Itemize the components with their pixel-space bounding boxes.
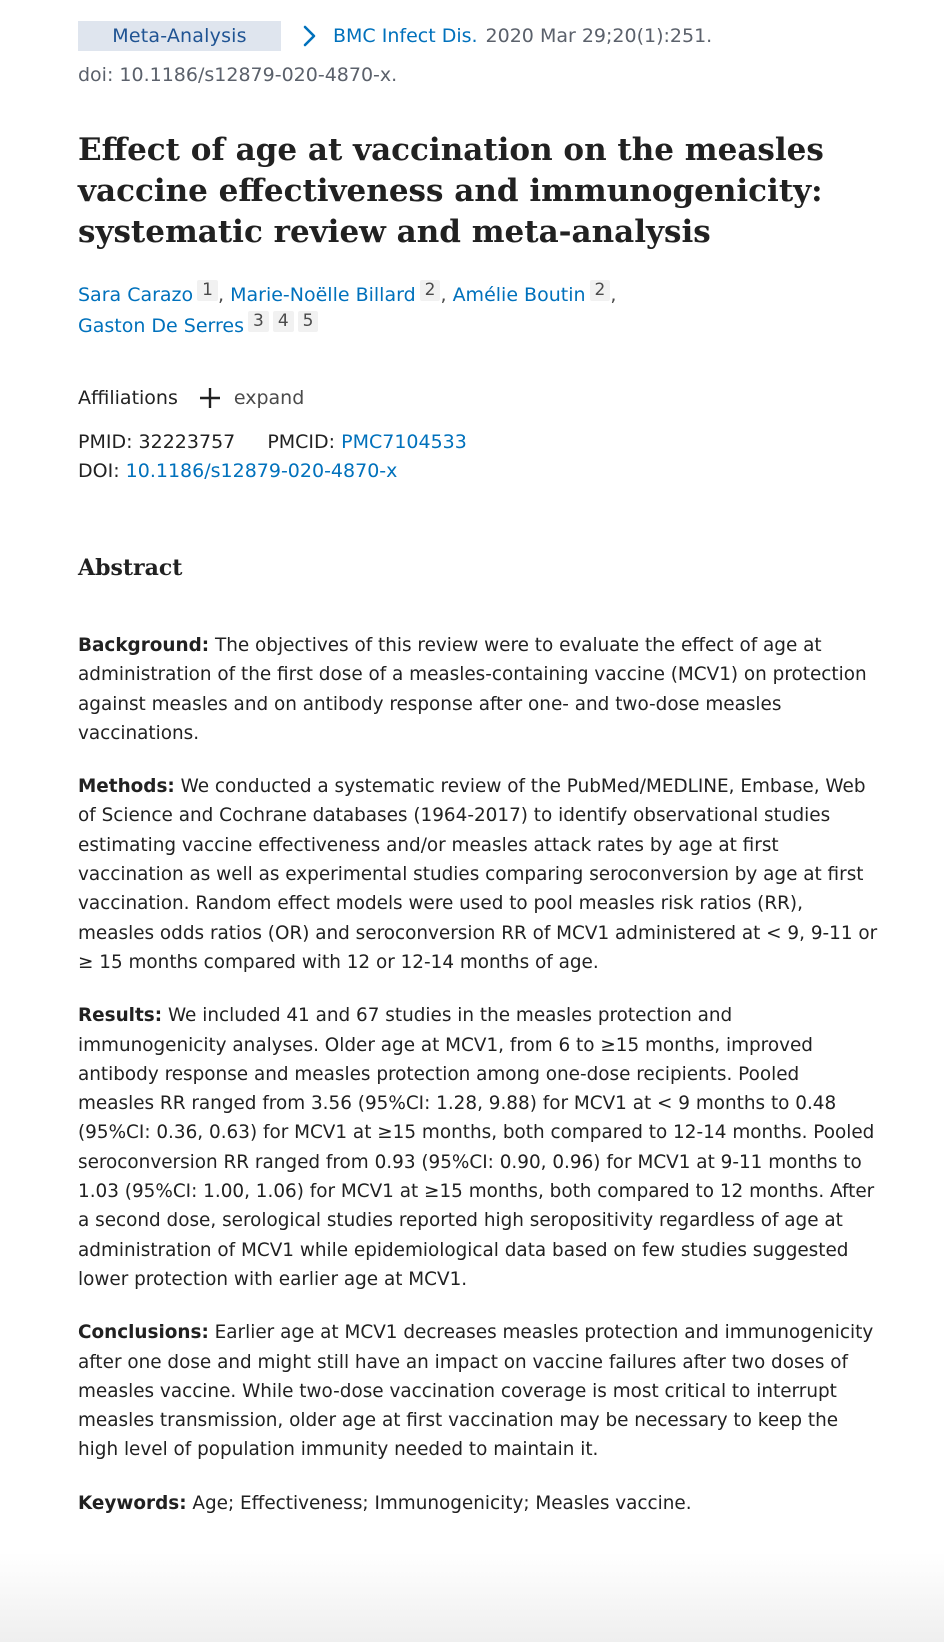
affiliations-label: Affiliations (78, 387, 178, 409)
citation-header (78, 21, 712, 51)
affiliation-ref[interactable]: 1 (197, 280, 218, 301)
section-text: We included 41 and 67 studies in the measles protection and immunogenicity analyses. Older age at MCV1, from 6 to ≥15 months, improved antibody response and measles protection among one-dose recipients. Pooled measles RR ranged from 3.56 (95%CI: 1.28, 9.88) for MCV1 at < 9 months to 0.48 (95%CI: 0.36, 0.63) for MCV1 at ≥15 months, both compared to 12-14 months. Pooled seroconversion RR ranged from 0.93 (95%CI: 0.90, 0.96) for MCV1 at 9-11 months to 1.03 (95%CI: 1.00, 1.06) for MCV1 at ≥15 months, both compared to 12 months. After a second dose, serological studies reported high seropositivity regardless of age at administration of MCV1 while epidemiological data based on few studies suggested lower protection with earlier age at MCV1. (78, 1005, 875, 1290)
abstract-background (78, 631, 878, 748)
abstract-conclusions (78, 1318, 878, 1464)
section-text: Earlier age at MCV1 decreases measles protection and immunogenicity after one dose and might still have an impact on vaccine failures after two doses of measles vaccine. While two-dose vaccination coverage is most critical to interrupt measles transmission, older age at first vaccination may be necessary to keep the high level of population immunity needed to maintain it. (78, 1322, 874, 1461)
author-list (78, 280, 878, 342)
journal-link[interactable]: BMC Infect Dis. (333, 25, 478, 47)
pmcid-label: PMCID: (267, 431, 336, 453)
section-label: Background: (78, 635, 210, 656)
author-separator: , (440, 284, 453, 306)
section-text: We conducted a systematic review of the PubMed/MEDLINE, Embase, Web of Science and Cochrane databases (1964-2017) to identify observational studies estimating vaccine effectiveness and/or measles attack rates by age at first vaccination as well as experimental studies comparing seroconversion by age at first vaccination. Random effect models were used to pool measles risk ratios (RR), measles odds ratios (OR) and seroconversion RR of MCV1 administered at < 9, 9-11 or ≥ 15 months compared with 12 or 12-14 months of age. (78, 776, 878, 973)
id-row-pmid (78, 428, 467, 457)
author-separator: , (610, 284, 617, 306)
affiliations-toggle[interactable] (78, 383, 304, 413)
section-label: Methods: (78, 776, 175, 798)
section-label: Results: (78, 1005, 163, 1027)
affiliation-ref[interactable]: 4 (273, 311, 294, 332)
plus-icon (198, 386, 222, 410)
author-link[interactable]: Amélie Boutin (452, 284, 586, 306)
chevron-right-icon (299, 24, 319, 48)
affiliation-ref[interactable]: 3 (248, 311, 269, 332)
citation-doi: doi: 10.1186/s12879-020-4870-x. (78, 64, 398, 86)
section-text: The objectives of this review were to evaluate the effect of age at administration of the first dose of a measles-containing vaccine (MCV1) on protection against measles and on antibody response after one- and two-dose measles vaccinations. (78, 635, 867, 744)
abstract-body (78, 631, 878, 1542)
pmid-label: PMID: (78, 431, 133, 453)
pmid-value: 32223757 (138, 431, 236, 453)
author-separator: , (218, 284, 231, 306)
abstract-keywords (78, 1489, 878, 1518)
section-text: Age; Effectiveness; Immunogenicity; Measles vaccine. (192, 1492, 692, 1514)
abstract-heading: Abstract (78, 555, 183, 581)
doi-link[interactable]: 10.1186/s12879-020-4870-x (125, 460, 398, 482)
bottom-fade (0, 1552, 944, 1642)
affiliation-ref[interactable]: 2 (590, 280, 611, 301)
article-type-badge: Meta-Analysis (78, 21, 281, 51)
author-link[interactable]: Gaston De Serres (78, 315, 244, 337)
page-title: Effect of age at vaccination on the measles vaccine effectiveness and immunogenicity: systematic review and meta-analysis (78, 132, 824, 250)
section-label: Keywords: (78, 1492, 187, 1514)
abstract-results (78, 1001, 878, 1294)
citation-details: 2020 Mar 29;20(1):251. (485, 25, 713, 47)
pmcid-link[interactable]: PMC7104533 (341, 431, 467, 453)
identifiers (78, 428, 467, 486)
author-link[interactable]: Sara Carazo (78, 284, 194, 306)
affiliation-ref[interactable]: 2 (420, 280, 441, 301)
abstract-methods (78, 772, 878, 977)
section-label: Conclusions: (78, 1322, 209, 1344)
doi-label: DOI: (78, 460, 120, 482)
author-link[interactable]: Marie-Noëlle Billard (230, 284, 416, 306)
affiliation-ref[interactable]: 5 (298, 311, 319, 332)
id-row-doi (78, 457, 467, 486)
expand-label: expand (233, 387, 305, 409)
